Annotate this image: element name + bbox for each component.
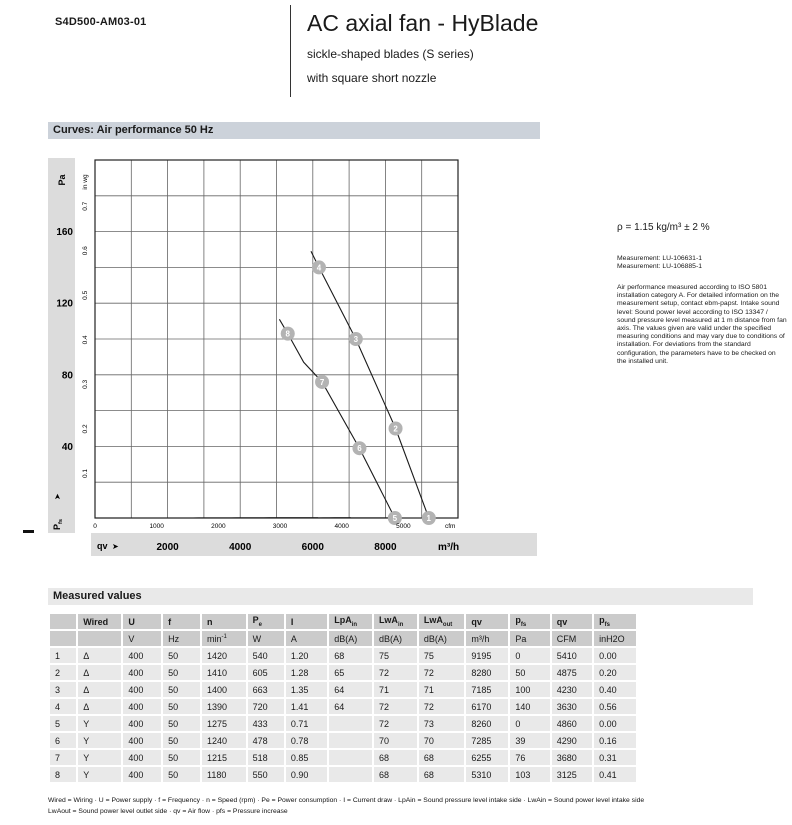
value-cell: 72 <box>419 665 464 680</box>
row-number-cell: 6 <box>50 733 76 748</box>
value-cell: 70 <box>419 733 464 748</box>
value-cell: 70 <box>374 733 417 748</box>
value-cell: 1410 <box>202 665 246 680</box>
measurement-references <box>617 255 702 272</box>
value-cell: 0.16 <box>594 733 636 748</box>
value-cell: 50 <box>163 665 200 680</box>
row-number-cell: 8 <box>50 767 76 782</box>
x-axis-tick-cfm: 4000 <box>334 523 349 530</box>
value-cell: 6255 <box>466 750 508 765</box>
header-cell: LwA$_{in}$ <box>374 614 417 629</box>
value-cell: 3680 <box>552 750 592 765</box>
model-number: S4D500-AM03-01 <box>55 16 147 28</box>
value-cell: 5310 <box>466 767 508 782</box>
header-cell: $p_{fs}$ <box>594 614 636 629</box>
value-cell: Δ <box>78 665 121 680</box>
x-axis-unit-cfm: cfm <box>445 523 456 530</box>
value-cell: 0.20 <box>594 665 636 680</box>
value-cell: 50 <box>510 665 549 680</box>
row-number-cell: 7 <box>50 750 76 765</box>
x-axis-tick-cfm: 0 <box>93 523 97 530</box>
value-cell: 64 <box>329 682 372 697</box>
operating-point-label: 6 <box>357 444 362 454</box>
header-cell: LpA$_{in}$ <box>329 614 372 629</box>
value-cell: 0.40 <box>594 682 636 697</box>
value-cell: 68 <box>374 750 417 765</box>
value-cell: 72 <box>374 716 417 731</box>
value-cell: 71 <box>374 682 417 697</box>
header-cell: LwA$_{out}$ <box>419 614 464 629</box>
y-axis-unit-pa: Pa <box>57 174 67 186</box>
value-cell: 50 <box>163 767 200 782</box>
value-cell: 540 <box>248 648 284 663</box>
table-row <box>50 665 636 680</box>
header-cell: I <box>286 614 327 629</box>
row-number-cell: 2 <box>50 665 76 680</box>
operating-point-label: 5 <box>392 514 398 523</box>
measured-values-table-wrap <box>48 612 638 784</box>
x-axis-tick-cfm: 2000 <box>211 523 226 530</box>
value-cell: 50 <box>163 716 200 731</box>
value-cell: 1180 <box>202 767 246 782</box>
y-axis-unit-inwg: in wg <box>82 174 89 190</box>
table-row <box>50 648 636 663</box>
table-row <box>50 682 636 697</box>
y-axis-quantity-pfs: $P_{fs}$ <box>52 519 64 530</box>
value-cell: 720 <box>248 699 284 714</box>
y-axis-tick-inwg: 0.1 <box>82 468 89 478</box>
header-cell: Wired <box>78 614 121 629</box>
value-cell: 400 <box>123 750 161 765</box>
table-row <box>50 767 636 782</box>
value-cell: 0 <box>510 648 549 663</box>
value-cell: 50 <box>163 648 200 663</box>
value-cell: 68 <box>374 767 417 782</box>
value-cell: Y <box>78 767 121 782</box>
value-cell: Y <box>78 716 121 731</box>
page-subtitle-nozzle: with square short nozzle <box>307 71 437 85</box>
measured-values-section-title: Measured values <box>48 588 753 605</box>
value-cell <box>329 767 372 782</box>
unit-cell: dB(A) <box>419 631 464 646</box>
value-cell: 400 <box>123 699 161 714</box>
y-axis-tick-inwg: 0.3 <box>82 379 89 389</box>
value-cell: 1400 <box>202 682 246 697</box>
header-cell: f <box>163 614 200 629</box>
y-axis-tick-inwg: 0.2 <box>82 424 89 434</box>
value-cell: 39 <box>510 733 549 748</box>
y-axis-tick-inwg: 0.6 <box>82 246 89 256</box>
row-number-cell: 4 <box>50 699 76 714</box>
x-axis-arrow-icon: ➤ <box>112 542 119 551</box>
value-cell: 6170 <box>466 699 508 714</box>
value-cell: 1.20 <box>286 648 327 663</box>
operating-point-label: 3 <box>353 335 359 344</box>
y-axis-tick-pa: 160 <box>56 227 73 239</box>
value-cell <box>329 750 372 765</box>
value-cell: 433 <box>248 716 284 731</box>
value-cell: 72 <box>374 699 417 714</box>
value-cell: Δ <box>78 682 121 697</box>
unit-cell: m³/h <box>466 631 508 646</box>
y-axis-tick-inwg: 0.5 <box>82 290 89 300</box>
value-cell: Y <box>78 733 121 748</box>
value-cell: 8260 <box>466 716 508 731</box>
header-cell: n <box>202 614 246 629</box>
value-cell: 75 <box>374 648 417 663</box>
header-cell: U <box>123 614 161 629</box>
unit-cell: dB(A) <box>329 631 372 646</box>
value-cell: 400 <box>123 682 161 697</box>
value-cell: 103 <box>510 767 549 782</box>
table-row <box>50 699 636 714</box>
operating-point-label: 2 <box>393 424 398 434</box>
unit-cell: Pa <box>510 631 549 646</box>
value-cell: Δ <box>78 699 121 714</box>
measurement-conditions-note: Air performance measured according to ISO 5801 installation category A. For detailed information on the measurement setup, contact ebm-papst. Intake sound level: Sound power level according to ISO 13347 / sound pressure level measured at 1 m distance from fan axis. The values given are valid under the specified measuring conditions and may vary due to conditions of installation. For deviations from the standard configuration, the parameters have to be checked on the installed unit. <box>617 284 787 365</box>
value-cell: 8280 <box>466 665 508 680</box>
value-cell: 478 <box>248 733 284 748</box>
value-cell: 5410 <box>552 648 592 663</box>
table-row <box>50 716 636 731</box>
value-cell: 64 <box>329 699 372 714</box>
unit-cell: Hz <box>163 631 200 646</box>
value-cell: 1240 <box>202 733 246 748</box>
value-cell: 73 <box>419 716 464 731</box>
print-registration-mark <box>23 530 34 533</box>
value-cell: 1.35 <box>286 682 327 697</box>
unit-cell: $\min^{-1}$ <box>202 631 246 646</box>
header-cell: qv <box>466 614 508 629</box>
value-cell: 7285 <box>466 733 508 748</box>
x-axis-unit-m3h: m³/h <box>438 542 460 553</box>
value-cell: 4875 <box>552 665 592 680</box>
operating-point-label: 4 <box>316 263 322 273</box>
y-axis-tick-pa: 120 <box>56 298 73 310</box>
value-cell: 3125 <box>552 767 592 782</box>
curves-section-title: Curves: Air performance 50 Hz <box>48 122 540 139</box>
unit-cell <box>78 631 121 646</box>
value-cell: 7185 <box>466 682 508 697</box>
table-footnote-line2: LwAout = Sound power level outlet side · qv = Air flow · pfs = Pressure increase <box>48 808 288 815</box>
value-cell: 50 <box>163 750 200 765</box>
air-performance-chart <box>40 150 550 565</box>
y-axis-tick-pa: 80 <box>61 370 73 382</box>
value-cell: 550 <box>248 767 284 782</box>
value-cell: 72 <box>374 665 417 680</box>
value-cell: 68 <box>329 648 372 663</box>
unit-cell: W <box>248 631 284 646</box>
air-density-note: ρ = 1.15 kg/m³ ± 2 % <box>617 222 710 233</box>
value-cell: 4290 <box>552 733 592 748</box>
value-cell: 605 <box>248 665 284 680</box>
value-cell <box>329 716 372 731</box>
x-axis-tick-m3h: 6000 <box>301 542 324 553</box>
value-cell: 76 <box>510 750 549 765</box>
page-subtitle-blades: sickle-shaped blades (S series) <box>307 47 474 61</box>
value-cell: 4230 <box>552 682 592 697</box>
value-cell: 9195 <box>466 648 508 663</box>
row-number-cell: 5 <box>50 716 76 731</box>
page-title: AC axial fan - HyBlade <box>307 10 539 36</box>
value-cell: 400 <box>123 665 161 680</box>
x-axis-tick-cfm: 1000 <box>149 523 164 530</box>
unit-cell: inH2O <box>594 631 636 646</box>
header-cell: $p_{fs}$ <box>510 614 549 629</box>
air-performance-chart-svg <box>40 150 550 565</box>
operating-point-label: 1 <box>426 514 432 523</box>
value-cell: 0.78 <box>286 733 327 748</box>
measurement-ref-1: Measurement: LU-106631-1 <box>617 255 703 262</box>
measurement-ref-2: Measurement: LU-106885-1 <box>617 263 703 271</box>
unit-cell: dB(A) <box>374 631 417 646</box>
value-cell: 50 <box>163 682 200 697</box>
x-axis-quantity-qv: qv <box>97 541 108 551</box>
operating-point-label: 8 <box>285 329 290 339</box>
unit-cell: V <box>123 631 161 646</box>
value-cell: 1.41 <box>286 699 327 714</box>
value-cell: 0.56 <box>594 699 636 714</box>
value-cell: 72 <box>419 699 464 714</box>
value-cell: 0.00 <box>594 716 636 731</box>
value-cell: 0.90 <box>286 767 327 782</box>
value-cell: 68 <box>419 767 464 782</box>
value-cell: 75 <box>419 648 464 663</box>
value-cell: Y <box>78 750 121 765</box>
value-cell: 1215 <box>202 750 246 765</box>
header-cell: qv <box>552 614 592 629</box>
y-axis-tick-inwg: 0.7 <box>82 201 89 211</box>
value-cell: 50 <box>163 699 200 714</box>
value-cell: 1390 <box>202 699 246 714</box>
value-cell: 1.28 <box>286 665 327 680</box>
value-cell: 4860 <box>552 716 592 731</box>
value-cell: 400 <box>123 648 161 663</box>
value-cell: 518 <box>248 750 284 765</box>
x-axis-tick-m3h: 2000 <box>156 542 179 553</box>
x-axis-tick-m3h: 8000 <box>374 542 397 553</box>
value-cell: 400 <box>123 733 161 748</box>
table-body <box>50 648 636 782</box>
table-row <box>50 750 636 765</box>
header-divider <box>290 5 291 97</box>
x-axis-tick-cfm: 5000 <box>396 523 411 530</box>
operating-point-label: 7 <box>319 377 325 387</box>
unit-cell: CFM <box>552 631 592 646</box>
value-cell <box>329 733 372 748</box>
table-head <box>50 614 636 646</box>
measured-values-table <box>48 612 638 784</box>
header-cell: $P_e$ <box>248 614 284 629</box>
value-cell: 0.71 <box>286 716 327 731</box>
value-cell: Δ <box>78 648 121 663</box>
value-cell: 0.00 <box>594 648 636 663</box>
y-axis-tick-pa: 40 <box>61 441 73 453</box>
value-cell: 71 <box>419 682 464 697</box>
value-cell: 0 <box>510 716 549 731</box>
value-cell: 1275 <box>202 716 246 731</box>
y-axis-tick-inwg: 0.4 <box>82 335 89 345</box>
row-number-cell: 1 <box>50 648 76 663</box>
value-cell: 100 <box>510 682 549 697</box>
unit-cell <box>50 631 76 646</box>
value-cell: 0.31 <box>594 750 636 765</box>
value-cell: 1420 <box>202 648 246 663</box>
x-axis-tick-cfm: 3000 <box>272 523 288 530</box>
value-cell: 663 <box>248 682 284 697</box>
value-cell: 400 <box>123 767 161 782</box>
header-cell <box>50 614 76 629</box>
value-cell: 65 <box>329 665 372 680</box>
row-number-cell: 3 <box>50 682 76 697</box>
value-cell: 50 <box>163 733 200 748</box>
x-axis-tick-m3h: 4000 <box>229 542 252 553</box>
value-cell: 68 <box>419 750 464 765</box>
value-cell: 3630 <box>552 699 592 714</box>
table-footnote-line1: Wired = Wiring · U = Power supply · f = Frequency · n = Speed (rpm) · Pe = Power consumption · I = Current draw · LpAin = Sound pressure level intake side · LwAin = Sound power level intake side <box>48 797 645 804</box>
y-axis-arrow-icon: ➤ <box>53 493 62 500</box>
value-cell: 0.41 <box>594 767 636 782</box>
y-axis-strip <box>48 158 75 533</box>
value-cell: 140 <box>510 699 549 714</box>
value-cell: 0.85 <box>286 750 327 765</box>
table-row <box>50 733 636 748</box>
value-cell: 400 <box>123 716 161 731</box>
unit-cell: A <box>286 631 327 646</box>
